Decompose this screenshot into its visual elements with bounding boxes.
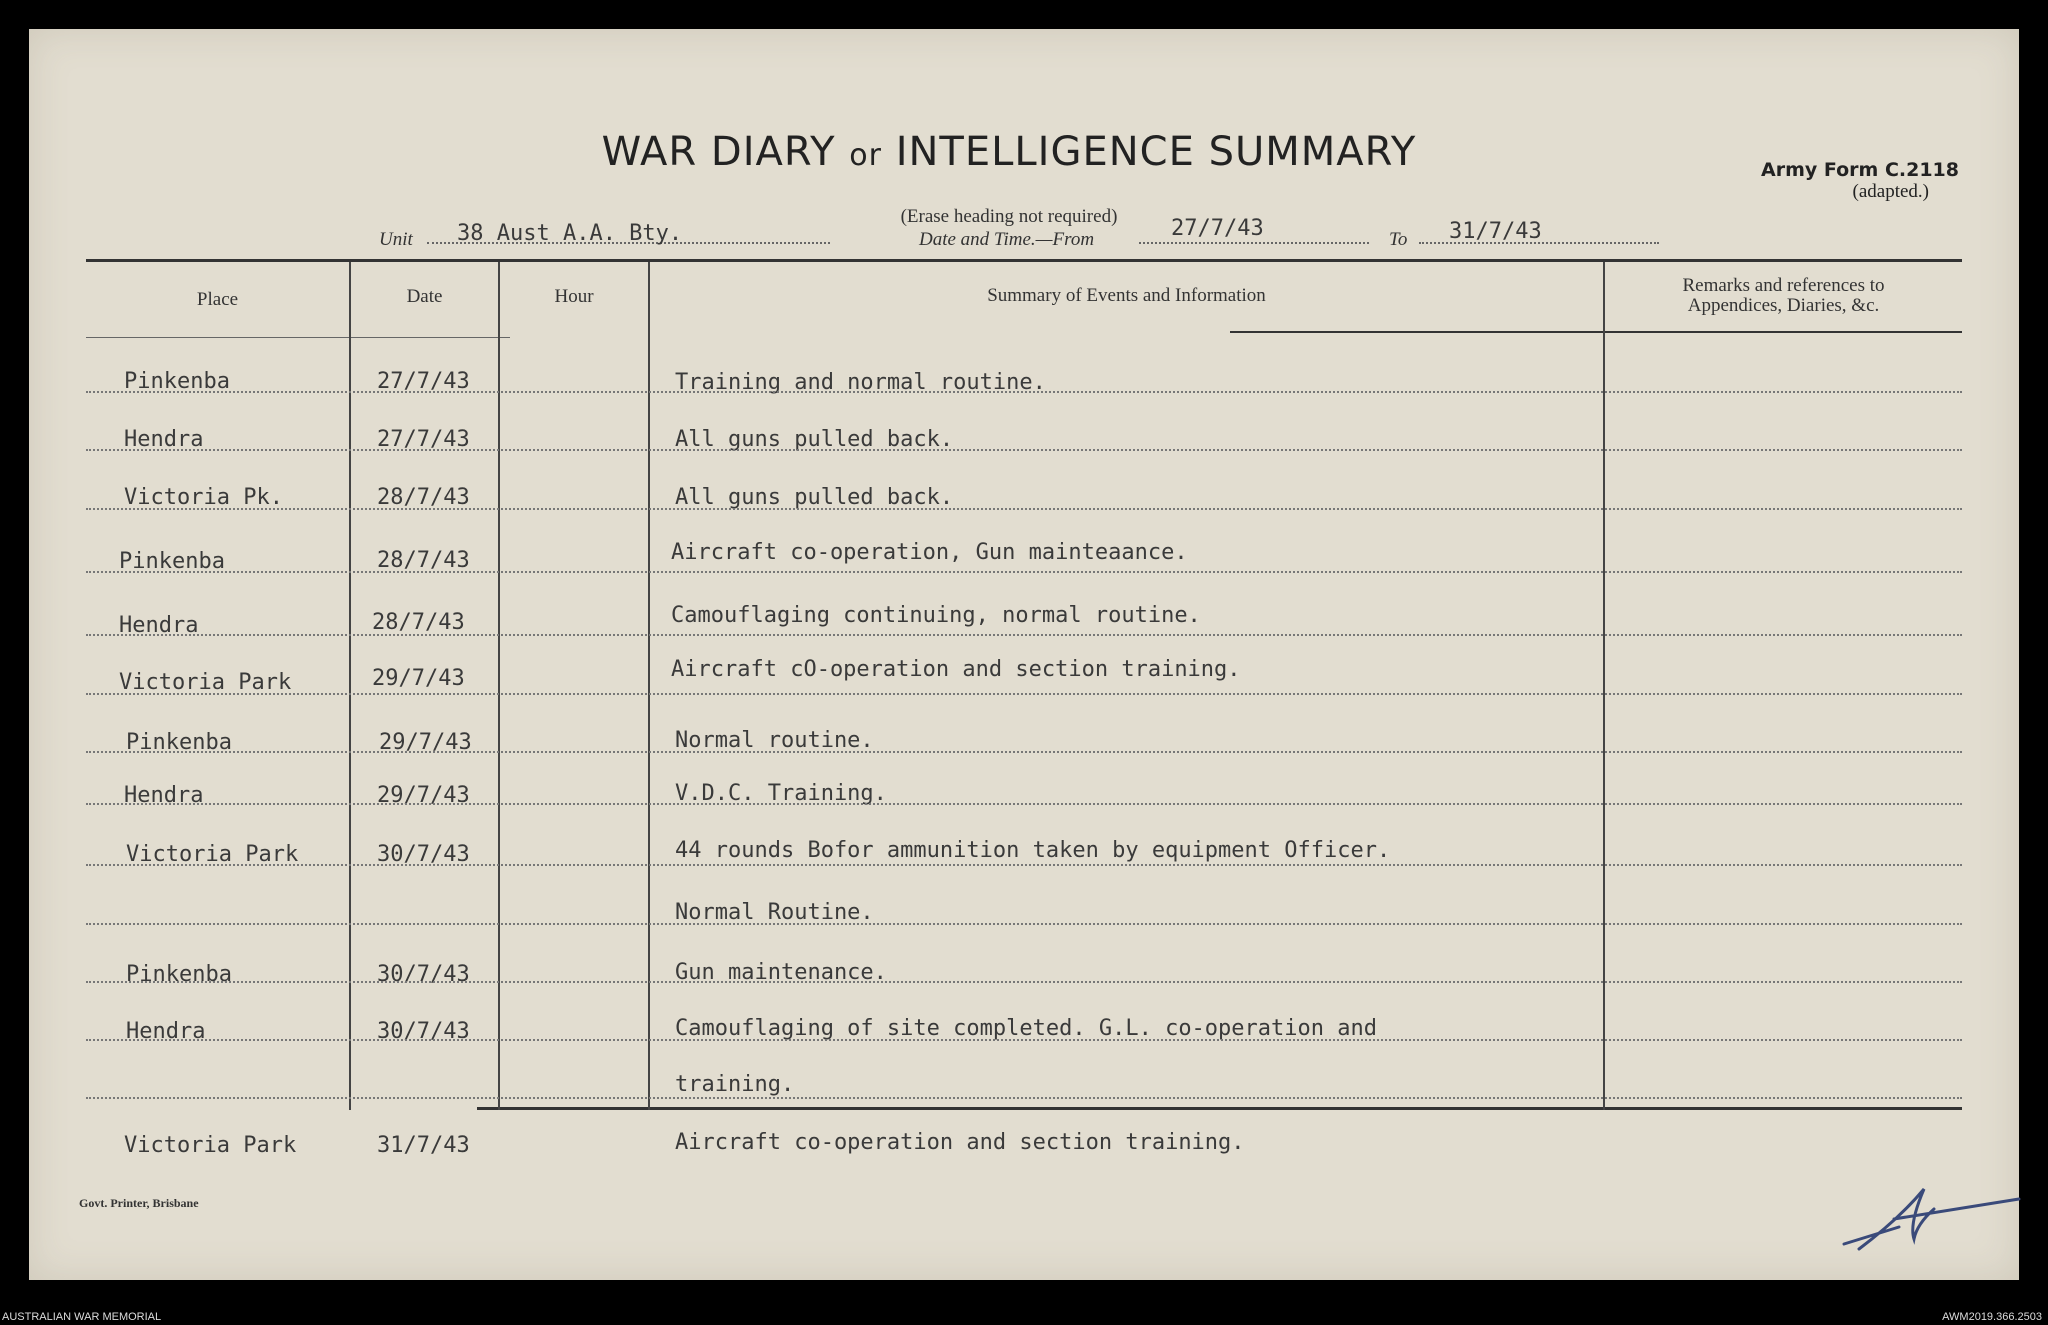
row-summary: Aircraft co-operation, Gun mainteaance. (671, 540, 1188, 565)
title-war-diary: WAR DIARY (601, 129, 836, 175)
title-intelligence-summary: INTELLIGENCE SUMMARY (895, 129, 1417, 175)
row-date: 30/7/43 (377, 962, 470, 987)
header-place: Place (196, 289, 239, 310)
army-form-adapted: (adapted.) (1852, 181, 1929, 202)
row-date: 31/7/43 (377, 1133, 470, 1158)
row-summary: Normal Routine. (675, 900, 874, 925)
unit-value: 38 Aust A.A. Bty. (457, 221, 683, 246)
date-to-value: 31/7/43 (1449, 219, 1542, 244)
row-summary: Normal routine. (675, 728, 874, 753)
row-summary: Gun maintenance. (675, 960, 887, 985)
title-or: or (849, 138, 882, 173)
form-title (29, 129, 1989, 175)
row-summary: All guns pulled back. (675, 485, 954, 510)
table-row-line (86, 1097, 1962, 1099)
row-place: Pinkenba (126, 962, 232, 987)
row-place: Victoria Park (124, 1133, 297, 1158)
row-date: 29/7/43 (377, 783, 470, 808)
table-top-rule (86, 259, 1962, 262)
row-date: 29/7/43 (372, 666, 465, 691)
row-place: Hendra (119, 613, 199, 638)
row-summary: training. (675, 1072, 795, 1097)
table-row-line (86, 1039, 1962, 1041)
header-hour: Hour (554, 286, 594, 307)
form-subtitle: (Erase heading not required) (900, 206, 1118, 227)
header-date: Date (406, 286, 443, 307)
printer-imprint: Govt. Printer, Brisbane (79, 1196, 199, 1210)
row-summary: 44 rounds Bofor ammunition taken by equipment Officer. (675, 838, 1391, 863)
table-row-line (86, 803, 1962, 805)
row-place: Pinkenba (119, 549, 225, 574)
row-place: Victoria Park (126, 842, 299, 867)
table-row-line (86, 864, 1962, 866)
row-summary: Camouflaging of site completed. G.L. co-operation and (675, 1016, 1377, 1041)
document-sheet (29, 29, 2019, 1280)
table-row-line (86, 923, 1962, 925)
table-row-line (86, 449, 1962, 451)
table-bottom-rule (477, 1107, 1962, 1110)
header-rule-right (1230, 331, 1962, 333)
table-row-line (86, 571, 1962, 573)
row-summary: All guns pulled back. (675, 427, 954, 452)
row-date: 28/7/43 (377, 548, 470, 573)
row-date: 29/7/43 (379, 730, 472, 755)
row-place: Pinkenba (126, 730, 232, 755)
date-from-value: 27/7/43 (1171, 216, 1264, 241)
unit-label: Unit (379, 229, 413, 250)
table-row-line (86, 508, 1962, 510)
table-row-line (86, 634, 1962, 636)
row-date: 27/7/43 (377, 369, 470, 394)
row-date: 27/7/43 (377, 427, 470, 452)
header-remarks-line2: Appendices, Diaries, &c. (1687, 295, 1880, 316)
row-summary: V.D.C. Training. (675, 781, 887, 806)
row-place: Hendra (124, 427, 204, 452)
row-place: Hendra (124, 783, 204, 808)
header-remarks-line1: Remarks and references to (1682, 275, 1885, 296)
row-place: Hendra (126, 1019, 206, 1044)
table-row-line (86, 751, 1962, 753)
row-date: 30/7/43 (377, 842, 470, 867)
row-date: 30/7/43 (377, 1019, 470, 1044)
header-summary: Summary of Events and Information (987, 285, 1266, 306)
row-summary: Camouflaging continuing, normal routine. (671, 603, 1201, 628)
row-summary: Training and normal routine. (675, 370, 1046, 395)
table-row-line (86, 693, 1962, 695)
archive-credit: AUSTRALIAN WAR MEMORIAL (2, 1311, 162, 1323)
table-row-line (86, 391, 1962, 393)
row-summary: Aircraft cO-operation and section training. (671, 657, 1241, 682)
row-place: Victoria Park (119, 670, 292, 695)
header-rule-left (86, 337, 510, 338)
date-to-label: To (1389, 229, 1408, 250)
date-from-dotline (1139, 242, 1369, 244)
table-row-line (86, 981, 1962, 983)
archive-reference: AWM2019.366.2503 (1942, 1311, 2042, 1323)
row-date: 28/7/43 (372, 610, 465, 635)
row-date: 28/7/43 (377, 485, 470, 510)
signature-initials (1839, 1169, 2039, 1269)
army-form-number: Army Form C.2118 (1761, 159, 1959, 181)
date-from-label: Date and Time.—From (919, 229, 1095, 250)
row-place: Pinkenba (124, 369, 230, 394)
row-place: Victoria Pk. (124, 485, 283, 510)
row-summary: Aircraft co-operation and section training. (675, 1130, 1245, 1155)
